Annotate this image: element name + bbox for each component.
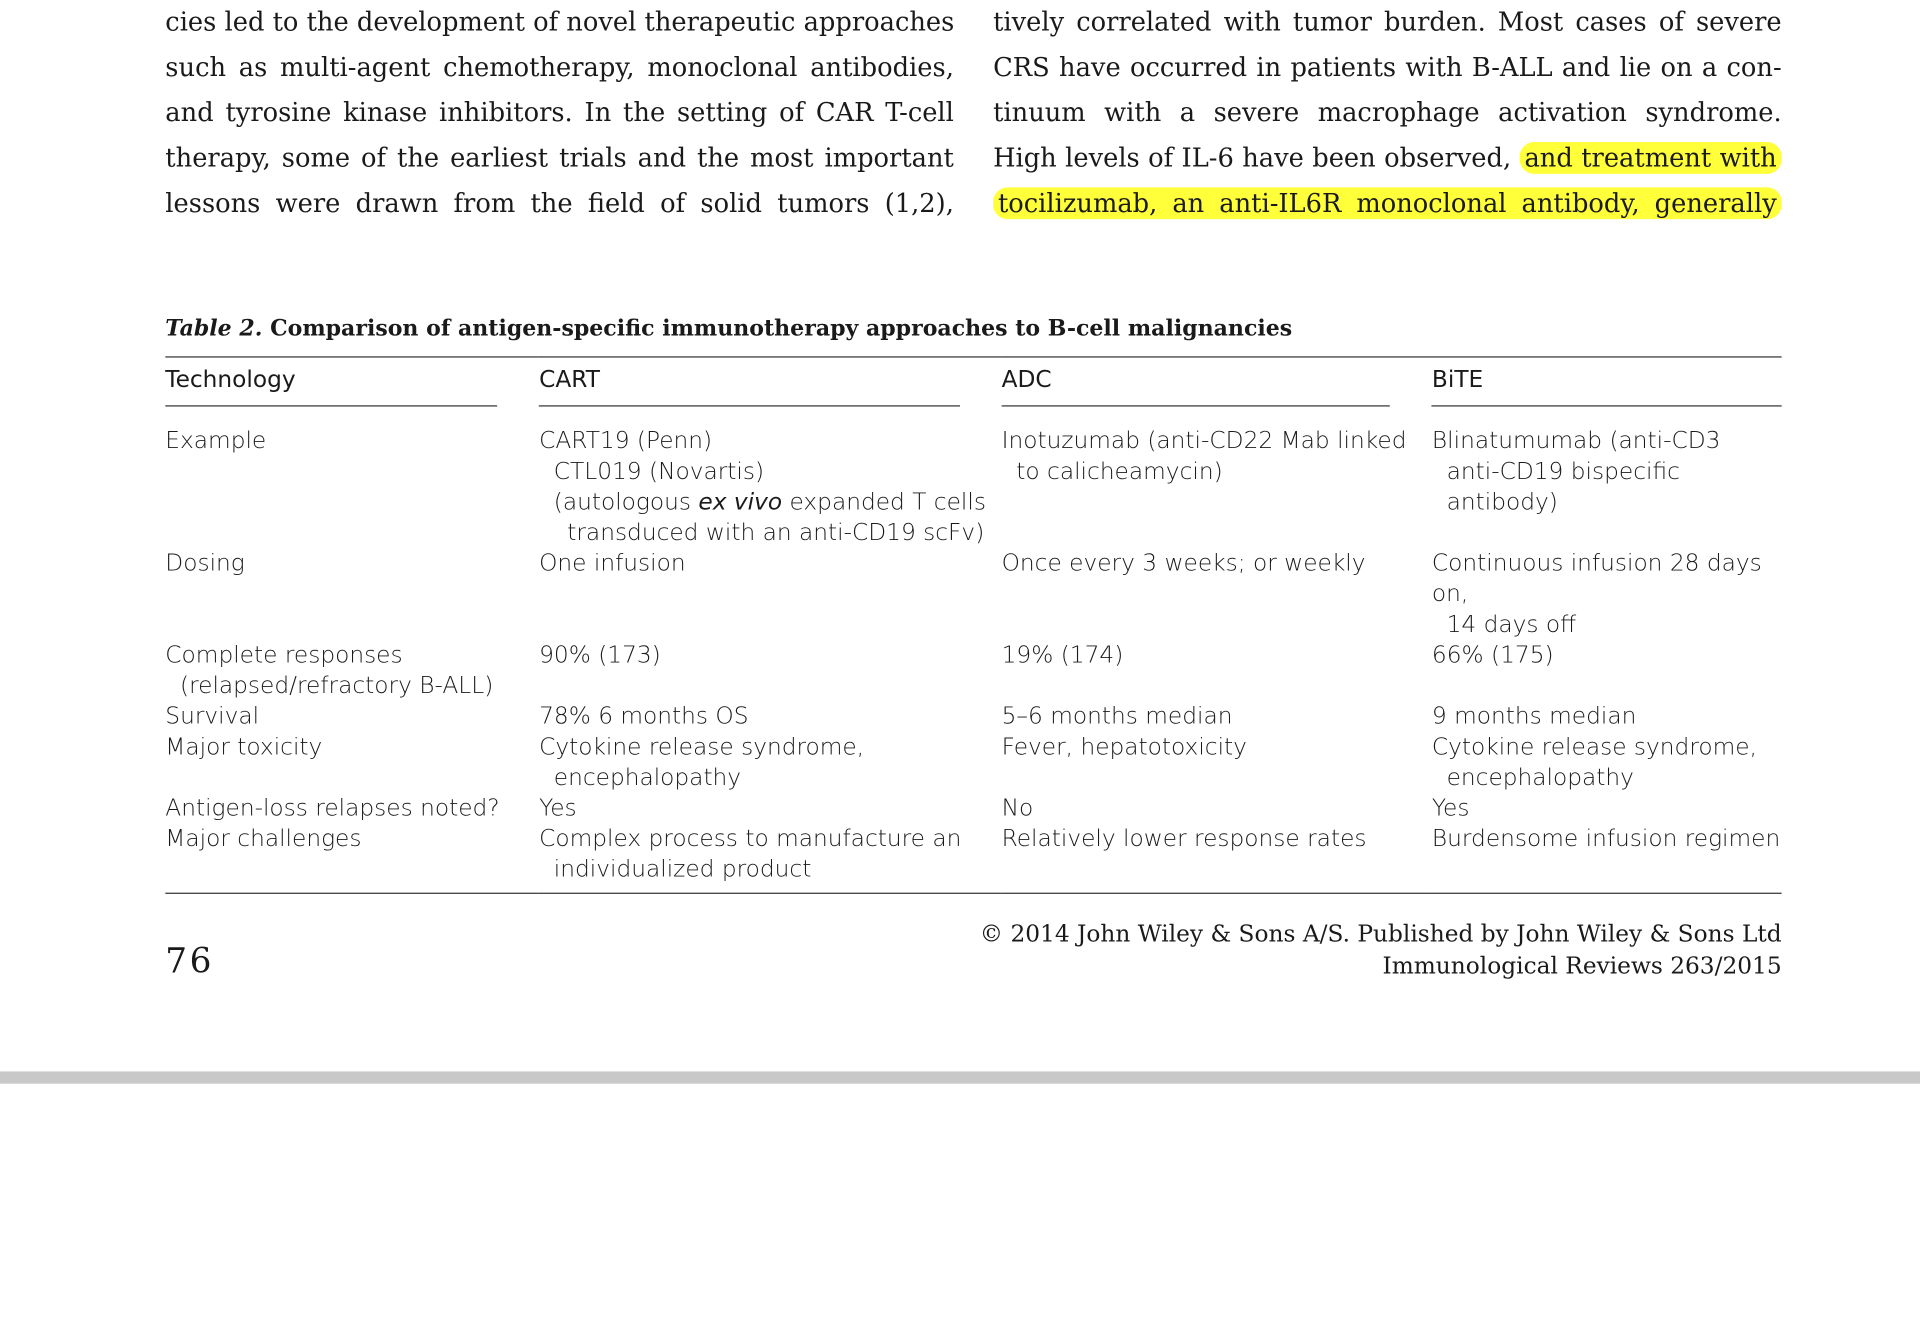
- table-caption-text: Comparison of antigen-specific immunotherapy approaches to B-cell malignancies: [270, 315, 1293, 342]
- row-label: Major challenges: [165, 825, 362, 853]
- row-label: Major toxicity: [165, 733, 323, 761]
- row-label: Example: [165, 427, 267, 455]
- adc-cell: No: [1001, 794, 1034, 822]
- adc-cell: 19% (174): [1001, 641, 1124, 669]
- text-line: and tyrosine kinase inhibitors. In the setting of CAR T-cell: [165, 97, 954, 128]
- adc-cell: 5–6 months median: [1001, 702, 1233, 730]
- table-row: [165, 640, 1781, 701]
- bite-cell: Cytokine release syndrome, encephalopathy: [1431, 733, 1757, 792]
- adc-cell: Once every 3 weeks; or weekly: [1001, 549, 1366, 577]
- table-label: Table 2.: [165, 315, 263, 342]
- bite-cell: Burdensome infusion regimen: [1431, 825, 1781, 853]
- viewer-bottom-bar: [0, 1071, 1920, 1083]
- comparison-table: [165, 356, 1781, 894]
- text-line: tinuum with a severe macrophage activation syndrome.: [993, 97, 1782, 128]
- cart-cell: One infusion: [539, 549, 686, 577]
- bite-cell: Continuous infusion 28 days on, 14 days off: [1431, 549, 1762, 638]
- header-technology: Technology: [165, 357, 539, 416]
- bite-cell: Yes: [1431, 794, 1470, 822]
- table-row: [165, 416, 1781, 548]
- table-row: [165, 702, 1781, 733]
- plain-text: High levels of IL-6 have been observed,: [993, 143, 1512, 173]
- footer-journal: Immunological Reviews 263/2015: [1382, 952, 1782, 980]
- bite-cell: 66% (175): [1431, 641, 1554, 669]
- cart-cell: 78% 6 months OS: [539, 702, 749, 730]
- text-line: CRS have occurred in patients with B-ALL and lie on a con-: [993, 52, 1782, 83]
- table-row: [165, 549, 1781, 641]
- copyright-footer: [980, 918, 1782, 982]
- text-line: lessons were drawn from the field of solid tumors (1,2),: [165, 188, 954, 218]
- text-line-mixed: [993, 136, 1782, 181]
- cart-cell: Yes: [539, 794, 577, 822]
- bite-cell: 9 months median: [1431, 702, 1637, 730]
- cart-cell: Complex process to manufacture an individualized product: [539, 825, 962, 883]
- row-label: Complete responses (relapsed/refractory B-ALL): [165, 641, 494, 700]
- table-row: [165, 793, 1781, 824]
- adc-cell: Inotuzumab (anti-CD22 Mab linked to calicheamycin): [1001, 427, 1407, 485]
- highlighted-text[interactable]: and treatment with: [1520, 142, 1782, 174]
- adc-cell: Fever, hepatotoxicity: [1001, 733, 1247, 761]
- body-column-right: [993, 0, 1782, 227]
- highlighted-text[interactable]: tocilizumab, an anti-IL6R monoclonal antibody, generally: [993, 187, 1782, 219]
- bite-cell: Blinatumumab (anti-CD3 anti-CD19 bispecific antibody): [1431, 427, 1721, 516]
- table-caption: [165, 316, 1781, 342]
- text-line: cies led to the development of novel therapeutic approaches: [165, 7, 955, 37]
- text-line: tively correlated with tumor burden. Most cases of severe: [993, 7, 1782, 37]
- header-cart: CART: [539, 357, 1002, 416]
- cart-cell: 90% (173): [539, 641, 661, 669]
- header-adc: ADC: [1002, 357, 1432, 416]
- row-label: Dosing: [165, 549, 245, 577]
- table-row: [165, 732, 1781, 793]
- table-header-row: [165, 357, 1781, 416]
- page-number: 76: [165, 940, 214, 981]
- text-line-highlighted: [993, 181, 1782, 226]
- adc-cell: Relatively lower response rates: [1001, 825, 1367, 853]
- text-line: such as multi-agent chemotherapy, monoclonal antibodies,: [165, 52, 954, 83]
- header-bite: BiTE: [1432, 357, 1782, 416]
- footer-copyright: © 2014 John Wiley & Sons A/S. Published by John Wiley & Sons Ltd: [979, 920, 1782, 948]
- cart-cell: Cytokine release syndrome, encephalopathy: [539, 733, 865, 792]
- row-label: Antigen-loss relapses noted?: [165, 794, 500, 822]
- body-column-left: [165, 0, 954, 227]
- cart-cell: CART19 (Penn) CTL019 (Novartis) (autologous ex vivo expanded T cells transduced with an anti-CD19 scFv): [539, 416, 1002, 548]
- cart-detail-line: (autologous ex vivo expanded T cells: [553, 488, 986, 516]
- table-row: [165, 824, 1781, 893]
- row-label: Survival: [165, 702, 260, 730]
- text-line: therapy, some of the earliest trials and the most important: [165, 143, 954, 173]
